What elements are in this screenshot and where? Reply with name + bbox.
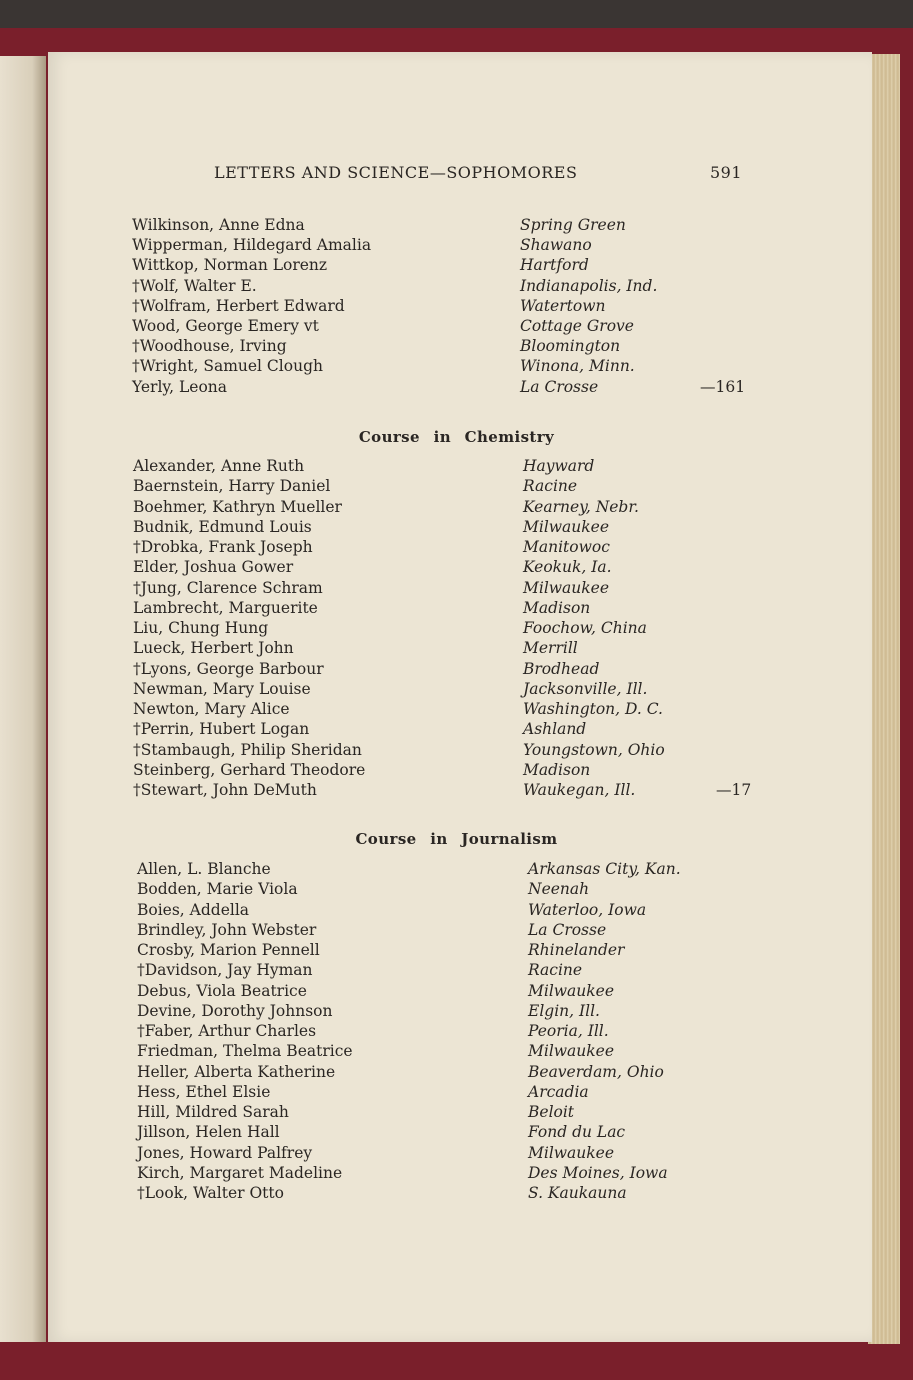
student-name: Newton, Mary Alice <box>133 700 290 718</box>
list-item <box>0 920 913 940</box>
list-item <box>0 336 913 356</box>
student-name: Yerly, Leona <box>132 377 227 396</box>
hometown: Manitowoc <box>523 538 610 556</box>
student-name: Wilkinson, Anne Edna <box>132 216 305 234</box>
student-name: Wipperman, Hildegard Amalia <box>132 236 372 255</box>
student-name: Jones, Howard Palfrey <box>137 1143 313 1162</box>
student-name: †Davidson, Jay Hyman <box>137 961 313 980</box>
list-item <box>0 1163 913 1183</box>
hometown: Peoria, Ill. <box>528 1022 609 1040</box>
hometown: Des Moines, Iowa <box>528 1163 668 1182</box>
hometown: Hartford <box>520 256 589 275</box>
list-item <box>0 537 913 557</box>
list-item <box>0 740 913 760</box>
student-name: Friedman, Thelma Beatrice <box>137 1042 353 1061</box>
hometown: Fond du Lac <box>528 1123 626 1142</box>
hometown: Beaverdam, Ohio <box>528 1062 664 1081</box>
student-name: Wittkop, Norman Lorenz <box>132 256 328 275</box>
student-name: Heller, Alberta Katherine <box>137 1062 336 1081</box>
list-item <box>0 760 913 780</box>
student-name: †Wright, Samuel Clough <box>132 357 323 376</box>
student-name: Crosby, Marion Pennell <box>137 941 320 959</box>
list-item <box>0 276 913 296</box>
student-name: Jillson, Helen Hall <box>137 1123 280 1142</box>
hometown: Foochow, China <box>523 619 647 637</box>
list-item <box>0 1082 913 1102</box>
list-item <box>0 879 913 899</box>
student-name: Lueck, Herbert John <box>133 639 294 658</box>
list-item <box>0 981 913 1001</box>
student-name: Devine, Dorothy Johnson <box>137 1001 333 1020</box>
hometown: Keokuk, Ia. <box>523 558 612 577</box>
list-item <box>0 1041 913 1061</box>
hometown: Ashland <box>523 720 587 739</box>
page-number: 591 <box>710 163 743 182</box>
list-item <box>0 1001 913 1021</box>
hometown: Elgin, Ill. <box>528 1001 600 1020</box>
list-item <box>0 1021 913 1041</box>
student-name: †Wolf, Walter E. <box>132 276 257 295</box>
student-name: Wood, George Emery vt <box>132 317 319 335</box>
list-item <box>0 1062 913 1082</box>
hometown: Hayward <box>523 457 595 475</box>
student-name: †Look, Walter Otto <box>137 1184 284 1202</box>
list-item <box>0 638 913 658</box>
list-item <box>0 497 913 517</box>
hometown: Beloit <box>528 1103 575 1121</box>
header-title: LETTERS AND SCIENCE—SOPHOMORES <box>214 163 578 182</box>
list-item <box>0 940 913 960</box>
student-name: Boies, Addella <box>137 900 250 919</box>
hometown: Milwaukee <box>523 578 610 597</box>
hometown: Arkansas City, Kan. <box>528 860 681 878</box>
list-item <box>0 659 913 679</box>
student-name: Allen, L. Blanche <box>137 860 271 878</box>
student-name: †Jung, Clarence Schram <box>133 578 323 597</box>
hometown: Shawano <box>520 236 592 255</box>
list-item <box>0 618 913 638</box>
list-item <box>0 598 913 618</box>
hometown: Bloomington <box>520 337 621 356</box>
hometown: Racine <box>523 477 578 496</box>
list-item <box>0 255 913 275</box>
hometown: S. Kaukauna <box>528 1184 627 1202</box>
hometown: Madison <box>523 760 591 779</box>
hometown: Youngstown, Ohio <box>523 740 665 759</box>
hometown: Milwaukee <box>528 1042 615 1061</box>
hometown: Waterloo, Iowa <box>528 900 647 919</box>
list-item <box>0 296 913 316</box>
student-name: †Perrin, Hubert Logan <box>133 720 310 739</box>
hometown: Washington, D. C. <box>523 700 663 718</box>
list-item <box>0 235 913 255</box>
hometown: Rhinelander <box>528 941 625 959</box>
hometown: Cottage Grove <box>520 317 634 335</box>
student-name: Elder, Joshua Gower <box>133 558 294 577</box>
student-name: Lambrecht, Marguerite <box>133 598 318 617</box>
hometown: Milwaukee <box>523 517 610 536</box>
student-name: Budnik, Edmund Louis <box>133 517 312 536</box>
list-item <box>0 517 913 537</box>
hometown: Watertown <box>520 296 606 315</box>
section-heading: Course in Chemistry <box>358 428 555 446</box>
hometown: Winona, Minn. <box>520 357 635 376</box>
student-name: Liu, Chung Hung <box>133 619 269 637</box>
student-name: †Drobka, Frank Joseph <box>133 538 313 556</box>
list-item <box>0 1102 913 1122</box>
hometown: Kearney, Nebr. <box>523 497 639 516</box>
hometown: Spring Green <box>520 216 626 234</box>
hometown: Merrill <box>523 639 578 658</box>
list-item <box>0 780 913 800</box>
list-item <box>0 557 913 577</box>
hometown: Arcadia <box>528 1082 589 1101</box>
hometown: Indianapolis, Ind. <box>520 276 658 295</box>
student-name: Boehmer, Kathryn Mueller <box>133 497 342 516</box>
hometown: La Crosse <box>528 920 607 939</box>
list-item <box>0 356 913 376</box>
hometown: La Crosse <box>520 377 599 396</box>
section-count: —17 <box>716 781 752 799</box>
hometown: Brodhead <box>523 659 600 678</box>
student-name: †Stambaugh, Philip Sheridan <box>133 740 362 759</box>
student-name: †Wolfram, Herbert Edward <box>132 296 345 315</box>
list-item <box>0 578 913 598</box>
hometown: Racine <box>528 961 583 980</box>
student-name: Baernstein, Harry Daniel <box>133 477 331 496</box>
list-item <box>0 859 913 879</box>
student-name: †Woodhouse, Irving <box>132 337 287 356</box>
student-name: Brindley, John Webster <box>137 920 317 939</box>
list-item <box>0 1183 913 1203</box>
list-item <box>0 699 913 719</box>
list-item <box>0 719 913 739</box>
student-name: Debus, Viola Beatrice <box>137 981 307 1000</box>
section-heading: Course in Journalism <box>355 830 558 848</box>
hometown: Madison <box>523 598 591 617</box>
student-name: Kirch, Margaret Madeline <box>137 1163 343 1182</box>
list-item <box>0 900 913 920</box>
student-name: Alexander, Anne Ruth <box>133 457 305 475</box>
hometown: Milwaukee <box>528 1143 615 1162</box>
student-name: Steinberg, Gerhard Theodore <box>133 760 366 779</box>
student-name: †Lyons, George Barbour <box>133 659 324 678</box>
list-item <box>0 316 913 336</box>
student-name: †Stewart, John DeMuth <box>133 781 317 799</box>
hometown: Waukegan, Ill. <box>523 781 636 799</box>
student-name: †Faber, Arthur Charles <box>137 1022 317 1040</box>
list-item <box>0 960 913 980</box>
student-name: Newman, Mary Louise <box>133 679 311 698</box>
student-name: Hill, Mildred Sarah <box>137 1103 289 1121</box>
list-item <box>0 476 913 496</box>
student-name: Bodden, Marie Viola <box>137 880 298 899</box>
list-item <box>0 377 913 397</box>
list-item <box>0 456 913 476</box>
hometown: Jacksonville, Ill. <box>523 679 648 698</box>
student-name: Hess, Ethel Elsie <box>137 1082 271 1101</box>
hometown: Neenah <box>528 880 590 899</box>
list-item <box>0 215 913 235</box>
hometown: Milwaukee <box>528 981 615 1000</box>
section-count: —161 <box>700 377 746 396</box>
list-item <box>0 679 913 699</box>
list-item <box>0 1143 913 1163</box>
list-item <box>0 1122 913 1142</box>
